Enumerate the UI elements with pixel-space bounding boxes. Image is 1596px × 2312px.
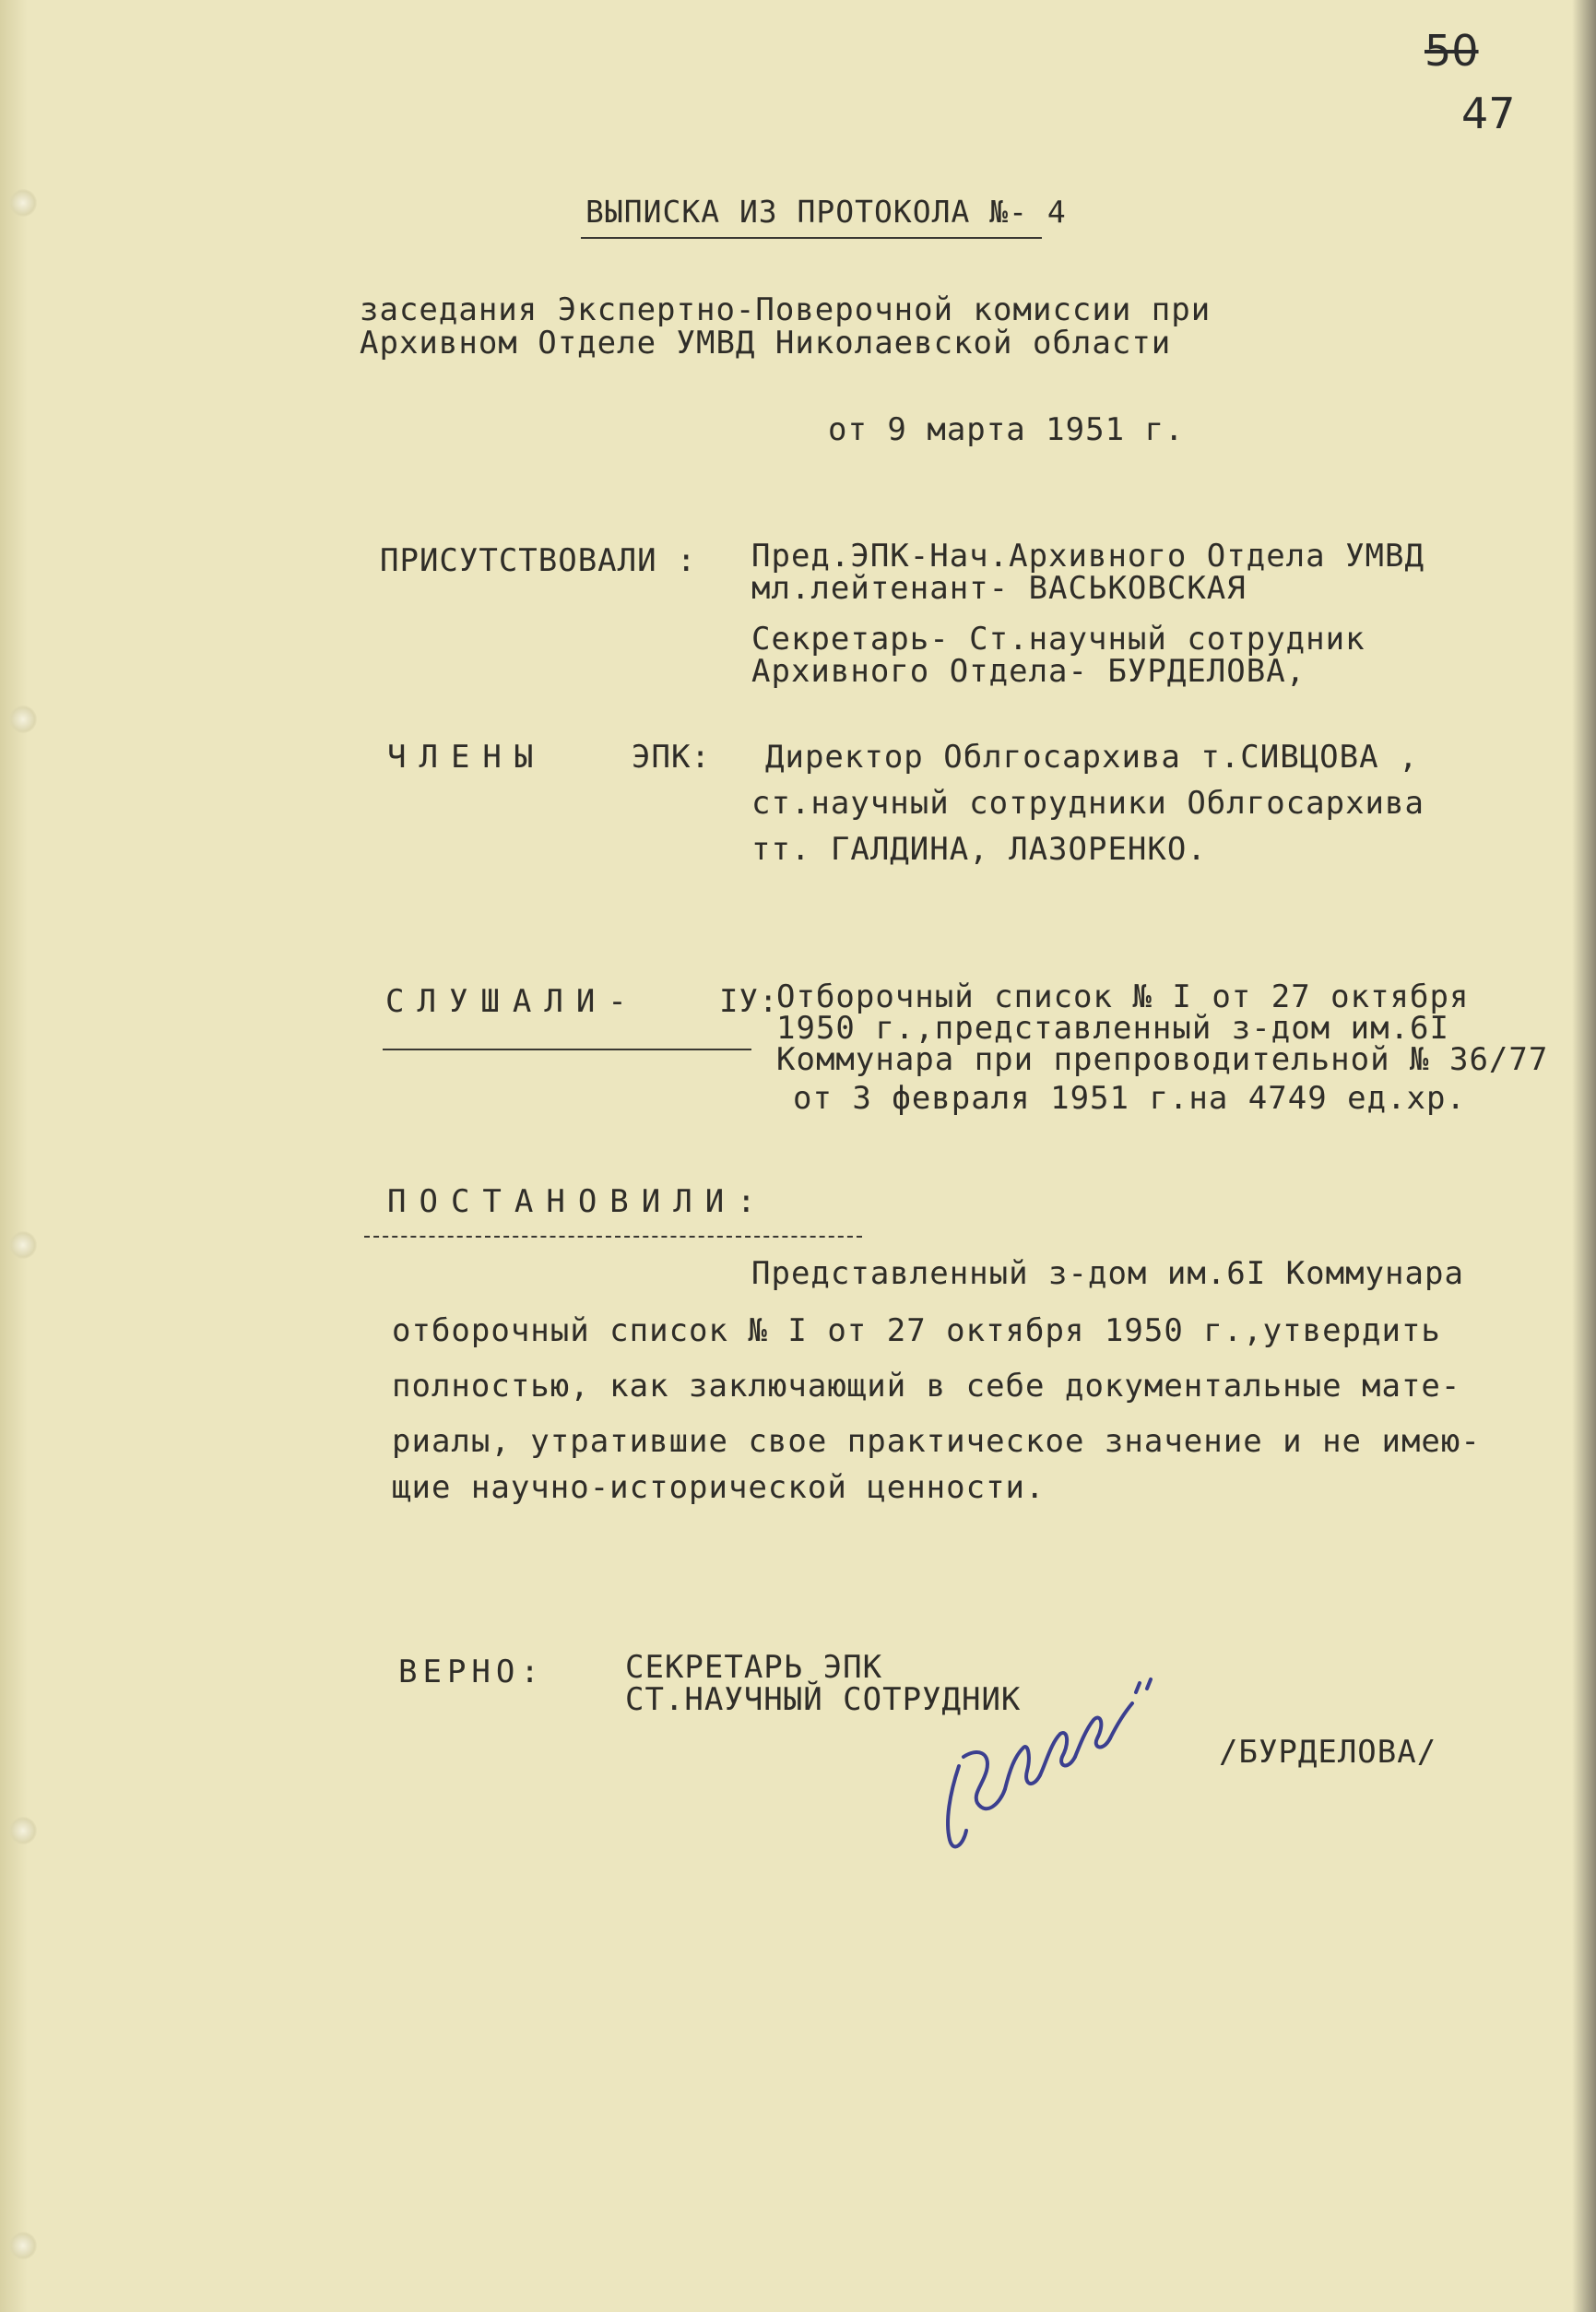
document-date: от 9 марта 1951 г. bbox=[828, 411, 1185, 448]
present-line: Архивного Отдела- БУРДЕЛОВА, bbox=[751, 653, 1306, 690]
present-line: мл.лейтенант- ВАСЬКОВСКАЯ bbox=[751, 570, 1247, 607]
heard-underline bbox=[383, 1049, 751, 1050]
certified-line: СТ.НАУЧНЫЙ СОТРУДНИК bbox=[625, 1681, 1022, 1718]
punch-hole bbox=[9, 705, 37, 733]
certified-line: СЕКРЕТАРЬ ЭПК bbox=[625, 1649, 883, 1686]
page-edge-shadow bbox=[1572, 0, 1596, 2312]
heard-line: от 3 февраля 1951 г.на 4749 ед.хр. bbox=[793, 1080, 1466, 1117]
resolved-line: Представленный з-дом им.6I Коммунара bbox=[751, 1255, 1464, 1292]
resolved-line: риалы, утратившие свое практическое значение и не имею- bbox=[392, 1423, 1481, 1460]
heard-line: 1950 г.,представленный з-дом им.6I bbox=[776, 1010, 1449, 1047]
present-line: Пред.ЭПК-Нач.Архивного Отдела УМВД bbox=[751, 538, 1425, 575]
resolved-line: отборочный список № I от 27 октября 1950 г.,утвердить bbox=[392, 1312, 1441, 1349]
present-line: Секретарь- Ст.научный сотрудник bbox=[751, 621, 1365, 658]
new-page-number: 47 bbox=[1461, 89, 1516, 138]
heard-label: СЛУШАЛИ- bbox=[385, 983, 640, 1020]
heard-line: Отборочный список № I от 27 октября bbox=[776, 978, 1470, 1015]
resolved-line: щие научно-исторической ценности. bbox=[392, 1469, 1046, 1506]
title-underline bbox=[581, 237, 1042, 239]
resolved-line: полностью, как заключающий в себе документальные мате- bbox=[392, 1368, 1461, 1405]
subtitle-line: Архивном Отделе УМВД Николаевской области bbox=[360, 325, 1172, 362]
present-label: ПРИСУТСТВОВАЛИ : bbox=[380, 542, 697, 579]
member-line: ст.научный сотрудники Облгосархива bbox=[751, 785, 1425, 822]
punch-hole bbox=[9, 2232, 37, 2259]
member-line: Директор Облгосархива т.СИВЦОВА , bbox=[765, 739, 1419, 776]
resolved-underline bbox=[364, 1236, 862, 1238]
heard-number: IУ: bbox=[719, 983, 779, 1020]
subtitle-line: заседания Экспертно-Поверочной комиссии при bbox=[360, 291, 1212, 328]
page-edge-shadow bbox=[0, 0, 28, 2312]
resolved-label: ПОСТАНОВИЛИ: bbox=[387, 1183, 769, 1220]
heard-line: Коммунара при препроводительной № 36/77 bbox=[776, 1041, 1549, 1078]
member-line: тт. ГАЛДИНА, ЛАЗОРЕНКО. bbox=[751, 831, 1207, 868]
punch-hole bbox=[9, 189, 37, 217]
signer-name: /БУРДЕЛОВА/ bbox=[1219, 1734, 1437, 1771]
document-title: ВЫПИСКА ИЗ ПРОТОКОЛА №- 4 bbox=[585, 194, 1067, 230]
members-label-epk: ЭПК: bbox=[632, 739, 711, 776]
punch-hole bbox=[9, 1817, 37, 1844]
members-label: ЧЛЕНЫ bbox=[387, 739, 547, 776]
certified-label: ВЕРНО: bbox=[398, 1654, 545, 1690]
old-page-number: 50 bbox=[1425, 26, 1479, 76]
punch-hole bbox=[9, 1231, 37, 1259]
handwritten-signature bbox=[922, 1655, 1226, 1867]
